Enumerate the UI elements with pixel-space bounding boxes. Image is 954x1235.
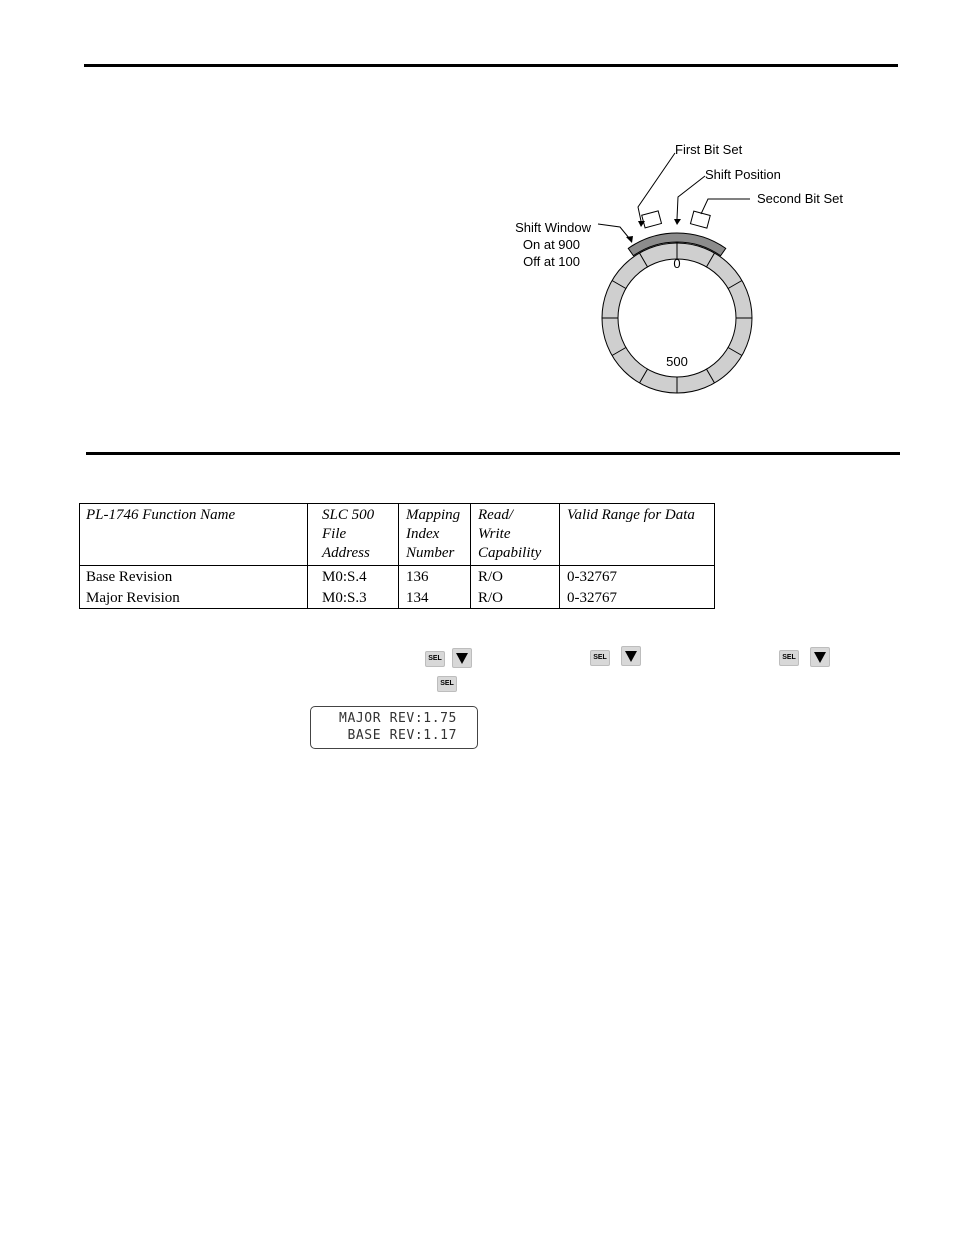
shift-position-label: Shift Position [705, 167, 781, 182]
shift-window-off-label: Off at 100 [523, 254, 580, 269]
down-arrow-key-icon [810, 647, 830, 667]
table-row [80, 587, 715, 609]
cell-function-name: Base Revision [80, 566, 308, 588]
second-bit-set-label: Second Bit Set [757, 191, 843, 206]
sel-key-icon: SEL [425, 651, 445, 667]
callout-lines [598, 153, 750, 238]
header-valid-range: Valid Range for Data [560, 504, 715, 566]
header-index-number: Mapping Index Number [399, 504, 471, 566]
header-rw-capability: Read/ Write Capability [471, 504, 560, 566]
cell-file-address: M0:S.4 [308, 566, 399, 588]
sel-key-icon: SEL [779, 650, 799, 666]
cell-function-name: Major Revision [80, 587, 308, 609]
cell-valid-range: 0-32767 [560, 566, 715, 588]
table-header-row [80, 504, 715, 566]
cell-index-number: 136 [399, 566, 471, 588]
shift-window-diagram [500, 135, 880, 400]
shift-window-label: Shift Window [515, 220, 591, 235]
header-file-address: SLC 500 File Address [308, 504, 399, 566]
top-divider [84, 64, 898, 67]
table-row [80, 566, 715, 588]
shift-window-on-label: On at 900 [522, 237, 580, 252]
first-bit-marker [642, 211, 662, 228]
sel-key-icon: SEL [590, 650, 610, 666]
lcd-display [310, 706, 478, 749]
dial-500-label: 500 [666, 354, 688, 369]
down-arrow-key-icon [621, 646, 641, 666]
lcd-line-base-rev: BASE REV:1.17 [347, 728, 457, 743]
sel-key-icon: SEL [437, 676, 457, 692]
second-bit-marker [690, 211, 710, 228]
function-mapping-table [79, 503, 715, 609]
cell-file-address: M0:S.3 [308, 587, 399, 609]
cell-rw-capability: R/O [471, 587, 560, 609]
cell-index-number: 134 [399, 587, 471, 609]
cell-rw-capability: R/O [471, 566, 560, 588]
first-bit-set-label: First Bit Set [675, 142, 743, 157]
section-divider [86, 452, 900, 455]
lcd-line-major-rev: MAJOR REV:1.75 [339, 711, 457, 726]
dial-zero-label: 0 [673, 256, 681, 271]
cell-valid-range: 0-32767 [560, 587, 715, 609]
down-arrow-key-icon [452, 648, 472, 668]
header-function-name: PL-1746 Function Name [80, 504, 308, 566]
